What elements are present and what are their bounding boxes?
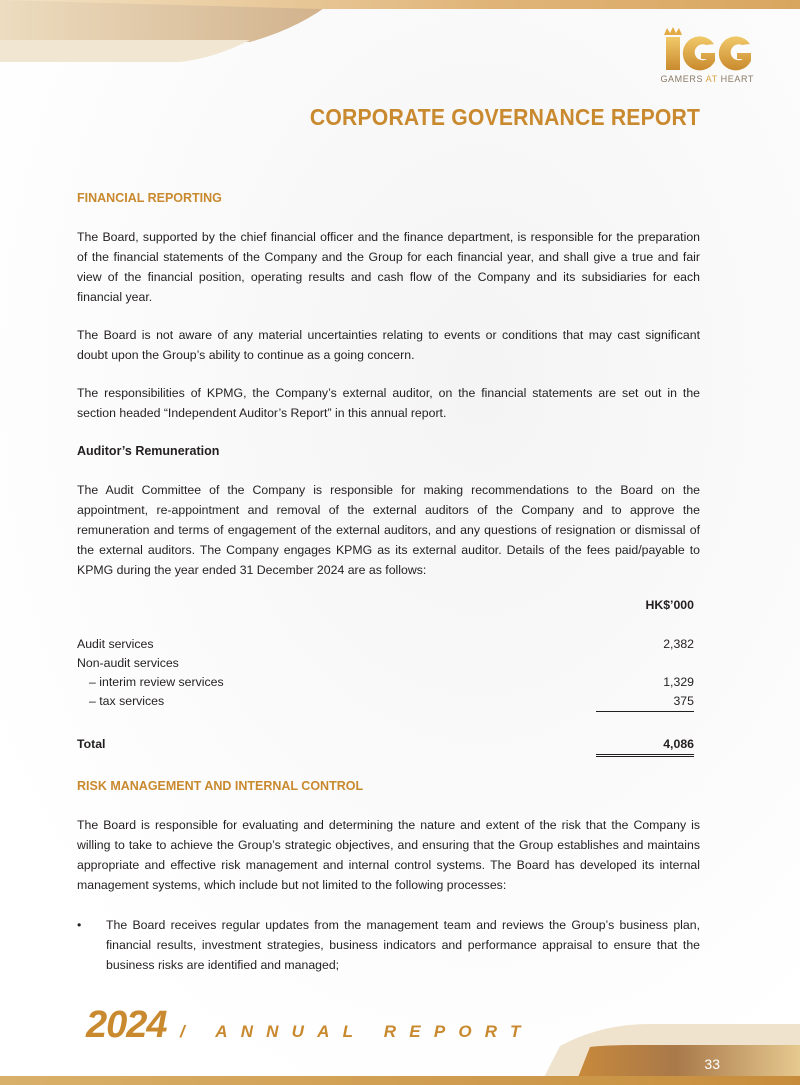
table-row [77, 692, 694, 712]
page-number: 33 [704, 1056, 720, 1072]
section-heading-financial-reporting: FINANCIAL REPORTING [77, 191, 222, 205]
row-value-tax: 375 [596, 692, 694, 712]
auditor-fee-table [77, 596, 694, 757]
igg-logo [658, 26, 754, 84]
row-label-audit: Audit services [77, 637, 154, 651]
risk-management-bullet-list [77, 915, 700, 975]
logo-tagline: GAMERS AT HEART [660, 74, 754, 84]
page-title: CORPORATE GOVERNANCE REPORT [309, 104, 700, 130]
row-value-audit: 2,382 [663, 637, 694, 651]
bullet-icon: • [77, 917, 82, 932]
row-value-total: 4,086 [596, 735, 694, 756]
row-label-tax: – tax services [89, 694, 165, 709]
table-total-row [77, 735, 694, 756]
table-row [77, 635, 694, 654]
table-row [77, 673, 694, 692]
row-label-non-audit: Non-audit services [77, 656, 179, 670]
list-item-text: The Board receives regular updates from the management team and reviews the Group’s business plan, financial results, investment strategies, business indicators and performance appraisal to ensure that the business risks are identified and managed; [106, 917, 700, 972]
igg-logo-mark [658, 26, 754, 72]
table-header-row [77, 596, 694, 615]
financial-reporting-paragraph-1: The Board, supported by the chief financial officer and the finance department, is responsible for the preparation of the financial statements of the Company and the Group for each financial year, and shall give a true and fair view of the financial position, operating results and cash flow of the Company and its subsidiaries for each financial year. [77, 230, 700, 304]
row-label-interim: – interim review services [89, 675, 224, 689]
table-row [77, 654, 694, 673]
subheading-auditor-remuneration: Auditor’s Remuneration [77, 444, 220, 458]
risk-management-paragraph: The Board is responsible for evaluating and determining the nature and extent of the risk that the Company is willing to take to achieve the Group’s strategic objectives, and ensuring that the Group establishes and maintains appropriate and effective risk management and internal control systems. The Board has developed its internal management systems, which include but not limited to the following processes: [77, 817, 700, 892]
footer-year: 2024 [86, 1004, 167, 1046]
unit-header: HK$’000 [645, 598, 694, 612]
row-value-interim: 1,329 [663, 675, 694, 689]
financial-reporting-paragraph-3: The responsibilities of KPMG, the Company’s external auditor, on the financial statements are set out in the section headed “Independent Auditor’s Report” in this annual report. [77, 386, 700, 420]
list-item [77, 915, 700, 975]
financial-reporting-paragraph-2: The Board is not aware of any material uncertainties relating to events or conditions that may cast significant doubt upon the Group’s ability to continue as a going concern. [77, 328, 700, 362]
auditor-remuneration-paragraph: The Audit Committee of the Company is responsible for making recommendations to the Board on the appointment, re-appointment and removal of the external auditors of the Company and to approve the remuneration and terms of engagement of the external auditors, and any questions of resignation or dismissal of the external auditors. The Company engages KPMG as its external auditor. Details of the fees paid/payable to KPMG during the year ended 31 December 2024 are as follows: [77, 483, 700, 577]
row-label-total: Total [77, 737, 106, 752]
main-content [77, 189, 700, 975]
footer-annual-report-label: / ANNUAL REPORT [180, 1022, 534, 1041]
section-heading-risk-management: RISK MANAGEMENT AND INTERNAL CONTROL [77, 778, 364, 793]
